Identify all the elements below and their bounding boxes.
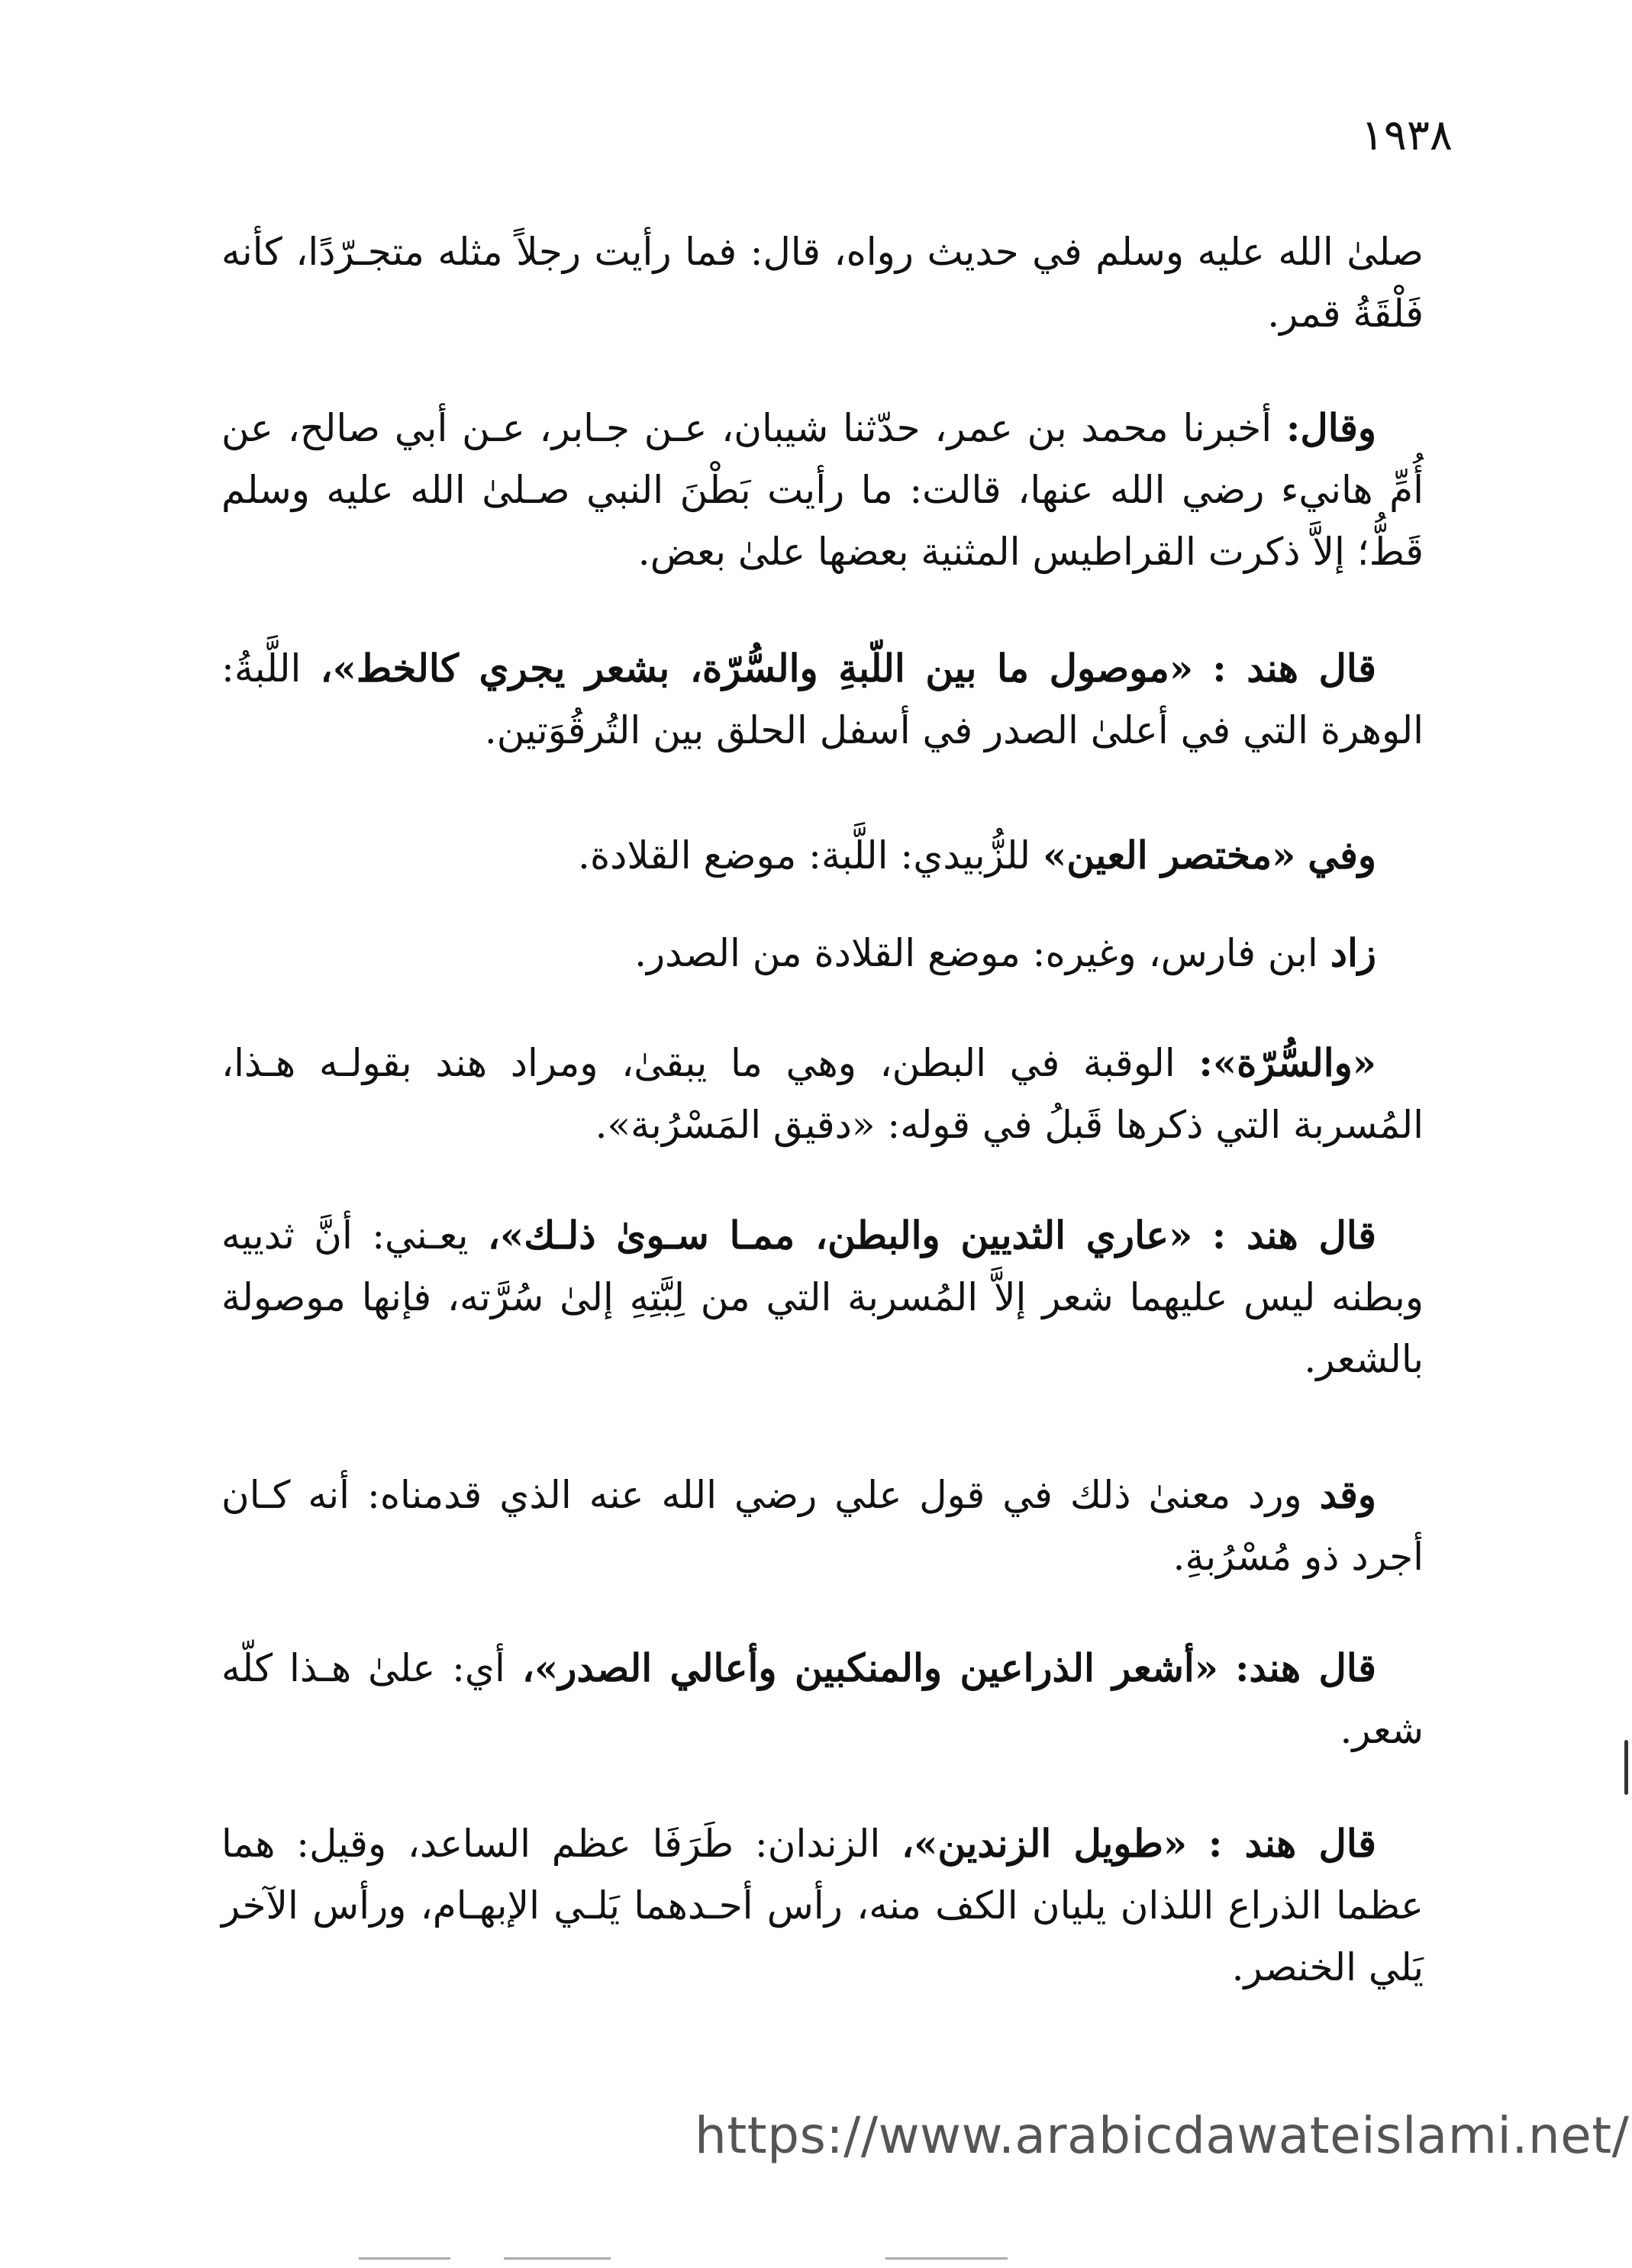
paragraph-quote: «مختصر العين»	[1042, 833, 1296, 878]
paragraph-lead: قال هند :	[1212, 646, 1376, 691]
paragraph-lead: وقد	[1319, 1472, 1376, 1517]
watermark-url: https://www.arabicdawateislami.net/	[695, 2106, 1630, 2165]
paragraph-text: أي: علىٰ هـذا كلّه شعر.	[221, 1646, 1424, 1752]
paragraph-text: الزندان: طَرَفَا عظم الساعد، وقيل: هما عظما الذراع اللذان يليان الكف منه، رأس أحـدهما يَلـي الإبهـام، ورأس الآخر يَلي الخنصر.	[221, 1822, 1424, 1989]
paragraph-lead: زاد	[1330, 930, 1376, 975]
paragraph-lead: وقال:	[1285, 405, 1376, 450]
paragraph-4	[221, 824, 1424, 887]
paragraph-6	[221, 1032, 1424, 1156]
paragraph-text: ورد معنىٰ ذلك في قول علي رضي الله عنه الذي قدمناه: أنه كـان أجرد ذو مُسْرُبةِ.	[221, 1473, 1424, 1579]
paragraph-text: الوقبة في البطن، وهي ما يبقىٰ، ومراد هند بقولـه هـذا، المُسربة التي ذكرها قَبلُ في قوله: «دقيق المَسْرُبة».	[221, 1041, 1424, 1147]
paragraph-text: للزُّبيدي: اللَّبة: موضع القلادة.	[578, 833, 1031, 878]
paragraph-quote: «طويل الزندين»،	[901, 1821, 1188, 1866]
paragraph-text: صلىٰ الله عليه وسلم في حديث رواه، قال: فما رأيت رجلاً مثله متجـرّدًا، كأنه فَلْقَةُ قمر.	[221, 230, 1424, 336]
paragraph-lead: قال هند :	[1211, 1213, 1376, 1258]
paragraph-text: ابن فارس، وغيره: موضع القلادة من الصدر.	[634, 931, 1318, 975]
paragraph-2	[221, 397, 1424, 583]
paragraph-text: أخبرنا محمد بن عمر، حدّثنا شيبان، عـن جـابر، عـن أبي صالح، عن أُمِّ هانيء رضي الله عنها، قالت: ما رأيت بَطْنَ النبي صـلىٰ الله عليه وسلم قَطُّ؛ إلاَّ ذكرت القراطيس المثنية بعضها علىٰ بعض.	[221, 406, 1424, 574]
paragraph-lead: قال هند :	[1208, 1821, 1377, 1866]
paragraph-8	[221, 1464, 1424, 1588]
paragraph-lead: وفي	[1308, 833, 1376, 878]
paragraph-lead: قال هند:	[1234, 1645, 1376, 1690]
scan-margin-mark	[1624, 1740, 1628, 1795]
paragraph-1	[221, 221, 1424, 345]
paragraph-9	[221, 1637, 1424, 1761]
paragraph-text: يعـني: أنَّ ثدييه وبطنه ليس عليهما شعر إلاَّ المُسربة التي من لِبَّتِهِ إلىٰ سُرَّته، فإنها موصولة بالشعر.	[221, 1213, 1424, 1381]
paragraph-10	[221, 1812, 1424, 1999]
page-number: ١٩٣٨	[1360, 111, 1453, 160]
paragraph-lead: «والسُّرّة»:	[1198, 1040, 1376, 1085]
scan-edge-line	[504, 2257, 611, 2260]
paragraph-3	[221, 637, 1424, 762]
paragraph-quote: «موصول ما بين اللّبةِ والسُّرّة، بشعر يجري كالخط»،	[320, 646, 1194, 691]
scan-edge-line	[359, 2257, 450, 2260]
scan-edge-line	[885, 2257, 1008, 2260]
paragraph-quote: «أشعر الذراعين والمنكبين وأعالي الصدر»،	[521, 1645, 1219, 1690]
paragraph-text: اللَّبةُ: الوهرة التي في أعلىٰ الصدر في أسفل الحلق بين التُرقُوَتين.	[221, 646, 1424, 752]
paragraph-quote: «عاري الثديين والبطن، ممـا سـوىٰ ذلـك»،	[487, 1213, 1193, 1258]
paragraph-5	[221, 922, 1424, 984]
paragraph-7	[221, 1204, 1424, 1390]
